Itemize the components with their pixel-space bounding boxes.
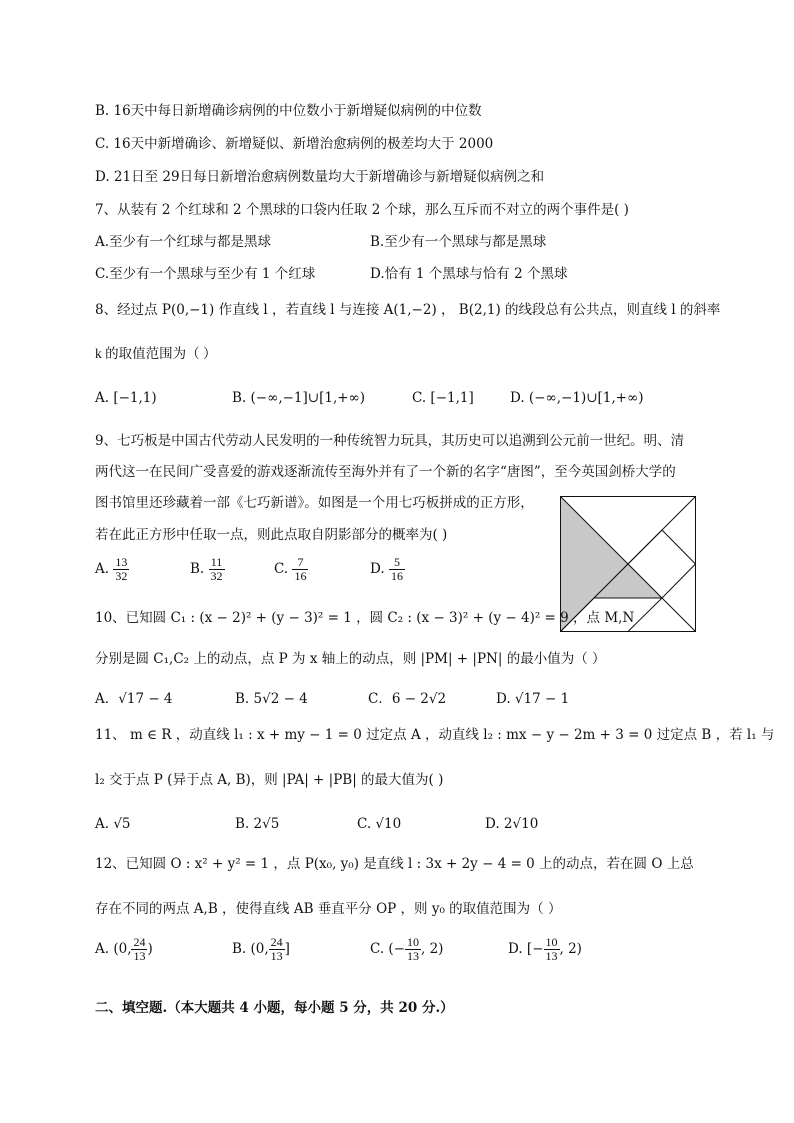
fraction: $\frac{11}{32}$ xyxy=(210,555,223,583)
q11-option-c: C. √10 xyxy=(357,816,402,832)
q10-stem-line1: 10、已知圆 C₁ : (x − 2)² + (y − 3)² = 1 ，圆 C₂ : (x − 3)² + (y − 4)² = 9 ，点 M,N xyxy=(95,610,635,626)
q8-stem-line1: 8、经过点 P(0,−1) 作直线 l ，若直线 l 与连接 A(1,−2) ， B(2,1) 的线段总有公共点，则直线 l 的斜率 xyxy=(95,302,721,318)
q10-option-a: A．√17 − 4 xyxy=(95,691,173,707)
section-heading: 二、填空题.（本大题共 4 小题，每小题 5 分，共 20 分.） xyxy=(95,1000,454,1016)
q9-option-c: C. $\frac{7}{16}$ xyxy=(274,555,307,583)
q12-option-a: A. (0, $\frac{24}{13}$ ) xyxy=(95,935,153,963)
q12-stem-line2: 存在不同的两点 A,B ，使得直线 AB 垂直平分 OP ，则 y₀ 的取值范围为（ ） xyxy=(95,901,562,917)
q9-stem-line3: 图书馆里还珍藏着一部《七巧新谱》。如图是一个用七巧板拼成的正方形， xyxy=(95,495,534,511)
q12-stem-line1: 12、已知圆 O : x² + y² = 1 ，点 P(x₀, y₀) 是直线 l : 3x + 2y − 4 = 0 上的动点，若在圆 O 上总 xyxy=(95,856,694,872)
q11-option-b: B. 2√5 xyxy=(235,816,280,832)
q10-stem-line2: 分别是圆 C₁,C₂ 上的动点，点 P 为 x 轴上的动点，则 |PM| + |PN| 的最小值为（ ） xyxy=(95,651,606,667)
q9-stem-line1: 9、七巧板是中国古代劳动人民发明的一种传统智力玩具，其历史可以追溯到公元前一世纪。明、清 xyxy=(95,433,685,449)
q10-option-b: B. 5√2 − 4 xyxy=(235,691,308,707)
q8-stem-line2: k 的取值范围为（ ） xyxy=(95,346,217,361)
fraction: $\frac{13}{32}$ xyxy=(115,555,128,583)
q12-option-b: B. (0, $\frac{24}{13}$ ] xyxy=(232,935,290,963)
fraction: $\frac{5}{16}$ xyxy=(390,555,403,583)
q8-option-a: A. [−1,1) xyxy=(95,390,157,406)
q9-option-d: D. $\frac{5}{16}$ xyxy=(370,555,403,583)
q8-option-d: D. (−∞,−1)∪[1,+∞) xyxy=(510,390,644,406)
q7-option-c: C.至少有一个黑球与至少有 1 个红球 xyxy=(95,266,316,282)
q8-option-b: B. (−∞,−1]∪[1,+∞) xyxy=(232,390,366,406)
q8-option-c: C. [−1,1] xyxy=(412,390,474,406)
q7-option-b: B.至少有一个黑球与都是黑球 xyxy=(370,234,547,250)
q11-option-d: D. 2√10 xyxy=(485,816,539,832)
q10-option-d: D. √17 − 1 xyxy=(496,691,570,707)
q11-stem-line1: 11、 m ∈ R ，动直线 l₁ : x + my − 1 = 0 过定点 A ，动直线 l₂ : mx − y − 2m + 3 = 0 过定点 B ，若 l₁ 与 xyxy=(95,727,775,743)
q10-option-c: C．6 − 2√2 xyxy=(368,691,447,707)
q6-option-c: C. 16天中新增确诊、新增疑似、新增治愈病例的极差均大于 2000 xyxy=(95,136,494,152)
q11-stem-line2: l₂ 交于点 P (异于点 A, B)，则 |PA| + |PB| 的最大值为( ) xyxy=(95,772,444,788)
fraction: $\frac{10}{13}$ xyxy=(407,935,420,963)
fraction: $\frac{7}{16}$ xyxy=(294,555,307,583)
q9-option-b: B. $\frac{11}{32}$ xyxy=(190,555,223,583)
q6-option-d: D. 21日至 29日每日新增治愈病例数量均大于新增确诊与新增疑似病例之和 xyxy=(95,169,545,185)
q12-option-c: C. (− $\frac{10}{13}$ , 2) xyxy=(370,935,444,963)
q9-stem-line4: 若在此正方形中任取一点，则此点取自阴影部分的概率为( ) xyxy=(95,527,448,543)
q9-stem-line2: 两代这一在民间广受喜爱的游戏逐渐流传至海外并有了一个新的名字“唐图”，至今英国剑桥大学的 xyxy=(95,464,676,480)
fraction: $\frac{10}{13}$ xyxy=(545,935,558,963)
q11-option-a: A. √5 xyxy=(95,816,131,832)
q7-stem: 7、从装有 2 个红球和 2 个黑球的口袋内任取 2 个球，那么互斥而不对立的两个事件是( ) xyxy=(95,202,629,218)
fraction: $\frac{24}{13}$ xyxy=(270,935,283,963)
q7-option-d: D.恰有 1 个黑球与恰有 2 个黑球 xyxy=(370,266,568,282)
q7-option-a: A.至少有一个红球与都是黑球 xyxy=(95,234,272,250)
fraction: $\frac{24}{13}$ xyxy=(133,935,146,963)
q6-option-b: B. 16天中每日新增确诊病例的中位数小于新增疑似病例的中位数 xyxy=(95,103,482,119)
q9-option-a: A. $\frac{13}{32}$ xyxy=(95,555,128,583)
q12-option-d: D. [− $\frac{10}{13}$ , 2) xyxy=(508,935,582,963)
